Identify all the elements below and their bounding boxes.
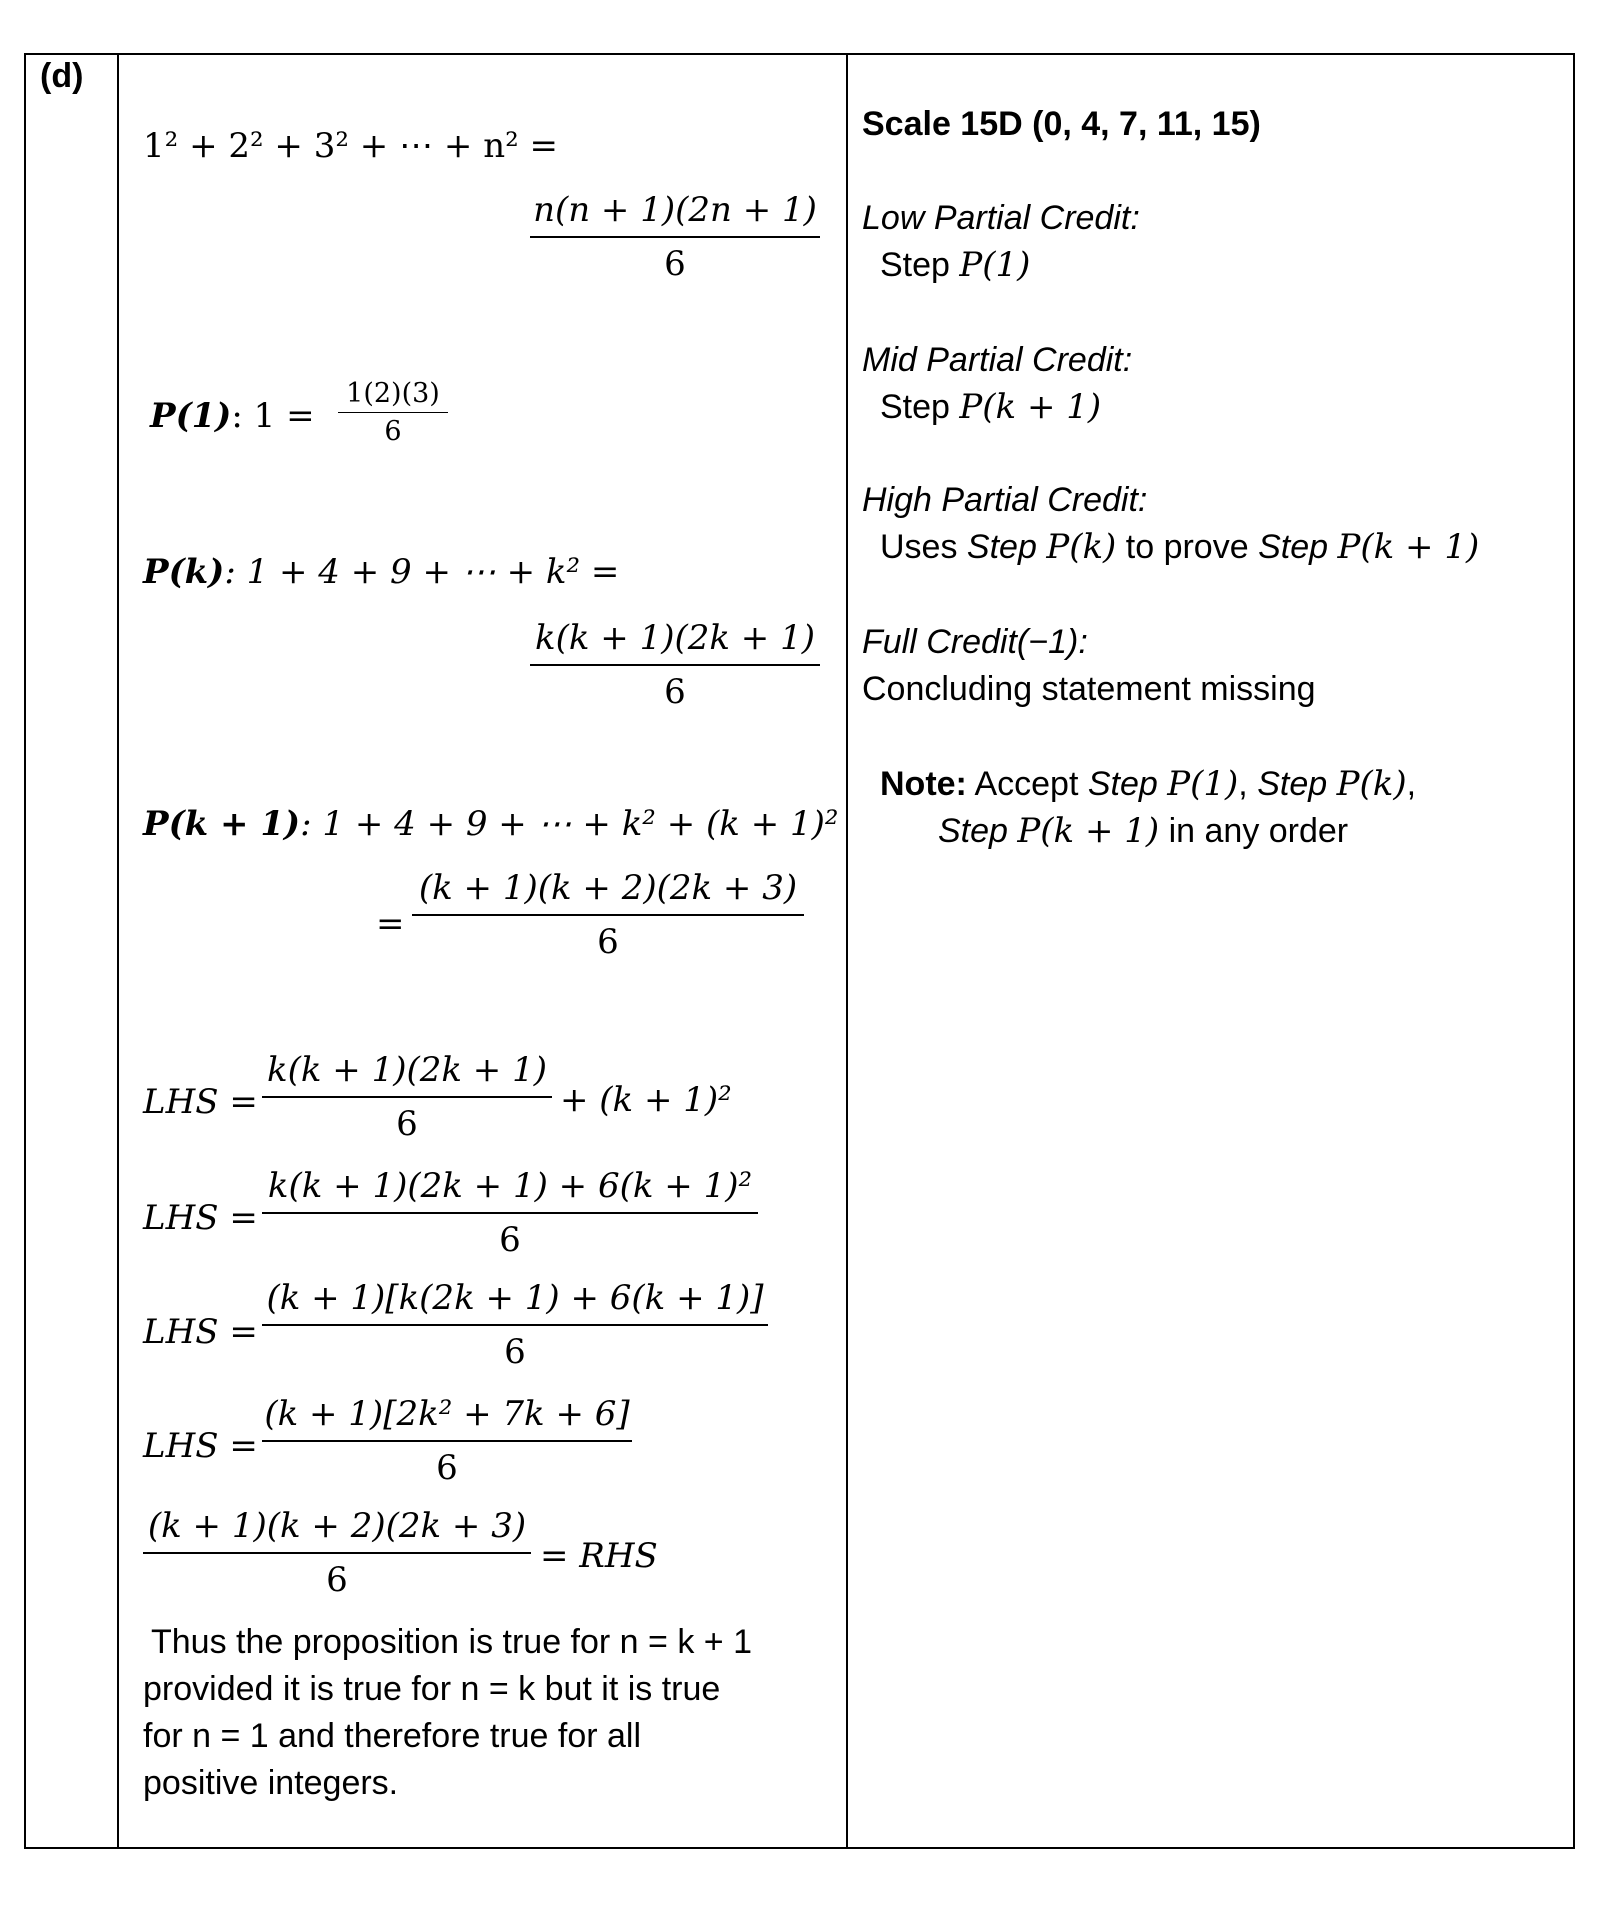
fraction-numerator: k(k + 1)(2k + 1) + 6(k + 1)² — [262, 1166, 758, 1214]
lhs-step-fraction — [262, 1166, 758, 1260]
math-expression: P(k + 1) — [959, 387, 1102, 427]
step-word: Step — [880, 246, 960, 284]
low-credit-heading: Low Partial Credit: — [862, 199, 1140, 237]
math-expression: P(k + 1) — [1017, 811, 1160, 851]
fraction-denominator: 6 — [396, 1104, 418, 1144]
p1-fraction — [338, 378, 448, 447]
lhs-step-fraction — [262, 1278, 768, 1372]
lhs-step-tail: + (k + 1)² — [560, 1080, 732, 1120]
pk1-label: P(k + 1) — [143, 804, 301, 844]
fraction-numerator: k(k + 1)(2k + 1) — [530, 618, 820, 666]
pk1-fraction — [412, 868, 804, 962]
step-word: Step — [1087, 765, 1168, 803]
statement-rhs-fraction — [530, 190, 820, 284]
conclusion-line: positive integers. — [143, 1764, 399, 1802]
pk1-line — [143, 804, 839, 845]
low-credit-text — [880, 245, 1030, 286]
accept-word: Accept — [966, 765, 1088, 803]
fraction-numerator: n(n + 1)(2n + 1) — [530, 190, 820, 238]
step-word: Step — [1257, 765, 1337, 803]
fraction-denominator: 6 — [664, 672, 686, 712]
step-word: Step — [1258, 528, 1338, 566]
statement-lhs: 1² + 2² + 3² + ⋯ + n² = — [143, 126, 559, 166]
math-expression: P(k) — [1046, 527, 1117, 567]
fraction-denominator: 6 — [384, 416, 402, 447]
column-divider-left — [117, 55, 119, 1847]
any-order-text: in any order — [1159, 812, 1349, 850]
lhs-label: LHS = — [143, 1426, 258, 1466]
part-label: (d) — [40, 57, 84, 95]
math-expression: P(1) — [1167, 764, 1239, 804]
p1-equation: : 1 = — [231, 396, 315, 436]
lhs-step-fraction — [262, 1050, 552, 1144]
uses-word: Uses — [880, 528, 967, 566]
fraction-denominator: 6 — [504, 1332, 526, 1372]
conclusion-line: provided it is true for n = k but it is true — [143, 1670, 721, 1708]
fraction-numerator: (k + 1)[k(2k + 1) + 6(k + 1)] — [262, 1278, 768, 1326]
conclusion-line: Thus the proposition is true for n = k + 1 — [151, 1623, 752, 1661]
full-credit-text: Concluding statement missing — [862, 670, 1316, 708]
lhs-step-fraction — [262, 1394, 632, 1488]
pk-line — [143, 552, 619, 593]
pk-equation: : 1 + 4 + 9 + ⋯ + k² = — [224, 552, 620, 592]
step-word: Step — [966, 528, 1047, 566]
mid-credit-text — [880, 387, 1101, 428]
step-word: Step — [880, 388, 960, 426]
note-line: Note: Accept Step P(1), Step P(k), — [880, 764, 1417, 804]
to-prove-text: to prove — [1116, 528, 1259, 566]
pk-label: P(k) — [143, 552, 225, 592]
mid-credit-heading: Mid Partial Credit: — [862, 341, 1133, 379]
math-expression: P(1) — [959, 245, 1031, 285]
p1-label: P(1) — [150, 396, 232, 436]
conclusion-line: for n = 1 and therefore true for all — [143, 1717, 642, 1755]
fraction-denominator: 6 — [326, 1560, 348, 1600]
lhs-label: LHS = — [143, 1082, 258, 1122]
fraction-denominator: 6 — [597, 922, 619, 962]
fraction-numerator: (k + 1)[2k² + 7k + 6] — [262, 1394, 632, 1442]
pk1-equals: = — [376, 904, 405, 944]
scale-heading: Scale 15D (0, 4, 7, 11, 15) — [862, 105, 1261, 143]
p1-line — [150, 396, 315, 437]
fraction-numerator: 1(2)(3) — [338, 378, 448, 413]
pk1-equation: : 1 + 4 + 9 + ⋯ + k² + (k + 1)² — [300, 804, 839, 844]
final-rhs: = RHS — [540, 1536, 658, 1576]
high-credit-heading: High Partial Credit: — [862, 481, 1148, 519]
column-divider-right — [846, 55, 848, 1847]
fraction-numerator: (k + 1)(k + 2)(2k + 3) — [143, 1506, 531, 1554]
math-expression: P(k + 1) — [1337, 527, 1480, 567]
fraction-denominator: 6 — [436, 1448, 458, 1488]
fraction-denominator: 6 — [499, 1220, 521, 1260]
lhs-label: LHS = — [143, 1312, 258, 1352]
final-fraction — [143, 1506, 531, 1600]
fraction-numerator: (k + 1)(k + 2)(2k + 3) — [412, 868, 804, 916]
pk-fraction — [530, 618, 820, 712]
fraction-denominator: 6 — [664, 244, 686, 284]
high-credit-text — [880, 527, 1479, 568]
note-line-continued — [938, 811, 1348, 852]
step-word: Step — [938, 812, 1018, 850]
lhs-label: LHS = — [143, 1198, 258, 1238]
fraction-numerator: k(k + 1)(2k + 1) — [262, 1050, 552, 1098]
math-expression: P(k) — [1336, 764, 1407, 804]
full-credit-heading: Full Credit(−1): — [862, 623, 1088, 661]
note-label: Note: — [880, 765, 967, 803]
